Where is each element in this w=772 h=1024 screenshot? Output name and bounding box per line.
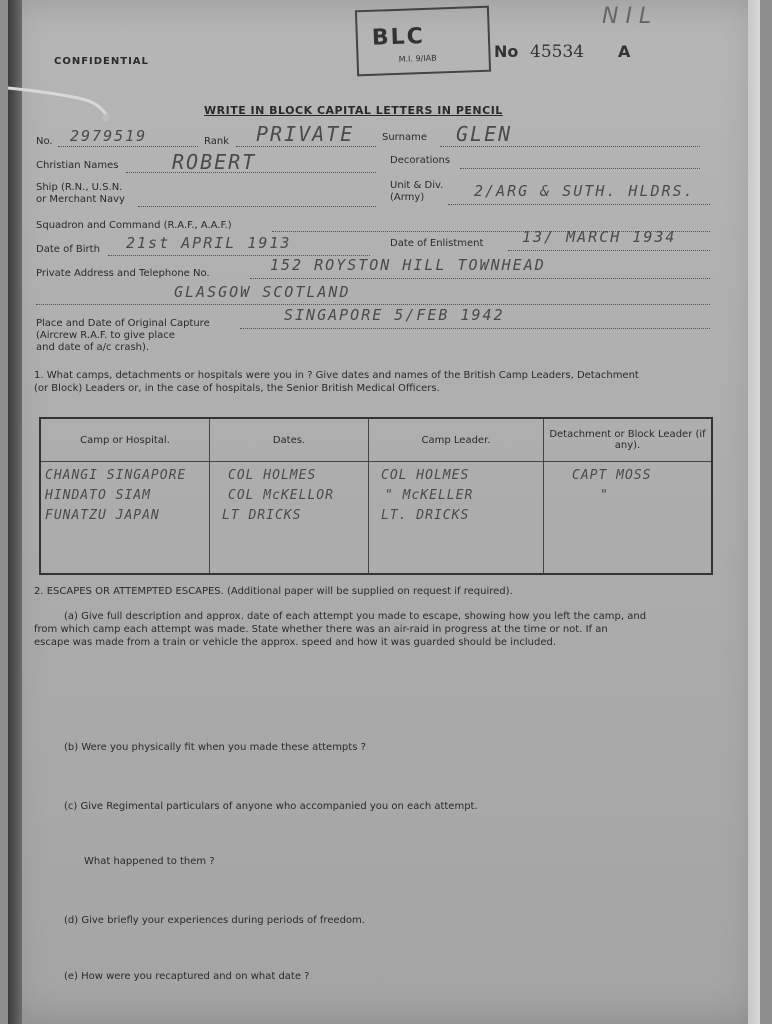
form-page [8, 0, 760, 1024]
table-cell: FUNATZU JAPAN [45, 508, 160, 523]
christian-value: ROBERT [172, 150, 257, 174]
question-1-text-1: 1. What camps, detachments or hospitals were you in ? Give dates and names of the British Camp Leaders, Detachment [34, 370, 639, 381]
camp-leader-column [369, 462, 544, 575]
reference-letter: A [618, 42, 631, 61]
detachment-leader-column [544, 462, 713, 575]
table-cell: LT. DRICKS [381, 508, 470, 523]
question-1-text-2: (or Block) Leaders or, in the case of hospitals, the Senior British Medical Officers. [34, 383, 440, 394]
table-cell: CHANGI SINGAPORE [45, 468, 187, 483]
capture-value: SINGAPORE 5/FEB 1942 [284, 306, 505, 324]
decorations-label: Decorations [390, 155, 451, 166]
address-rule-2 [36, 304, 710, 305]
address-value-2: GLASGOW SCOTLAND [174, 283, 351, 301]
corner-annotation: N I L [602, 4, 652, 29]
no-label: No. [36, 136, 53, 147]
surname-rule [440, 146, 700, 147]
table-cell: LT DRICKS [222, 508, 302, 523]
capture-label-2: (Aircrew R.A.F. to give place [36, 330, 175, 341]
unit-label-2: (Army) [390, 192, 425, 203]
binding-edge [8, 0, 22, 1024]
capture-rule [240, 328, 710, 329]
camps-table [39, 417, 713, 575]
address-value-1: 152 ROYSTON HILL TOWNHEAD [270, 256, 546, 274]
unit-rule [448, 204, 710, 205]
table-cell: HINDATO SIAM [45, 488, 151, 503]
table-cell: " McKELLER [385, 488, 474, 503]
column-header-camp: Camp or Hospital. [40, 418, 210, 462]
rank-rule [236, 146, 376, 147]
no-value: 2979519 [70, 127, 148, 145]
enlist-label: Date of Enlistment [390, 238, 484, 249]
table-cell: COL McKELLOR [228, 488, 334, 503]
question-2a-text-2: from which camp each attempt was made. State whether there was an air-raid in progress at the time or not. If an [34, 624, 608, 635]
reference-number: 45534 [530, 42, 585, 62]
address-label: Private Address and Telephone No. [36, 268, 210, 279]
ship-label-1: Ship (R.N., U.S.N. [36, 182, 123, 193]
question-2b-text: (b) Were you physically fit when you made these attempts ? [64, 742, 366, 753]
column-header-detachment-leader: Detachment or Block Leader (if any). [544, 418, 713, 462]
christian-label: Christian Names [36, 160, 119, 171]
ship-rule [138, 206, 376, 207]
unit-label-1: Unit & Div. [390, 180, 444, 191]
table-cell: COL HOLMES [228, 468, 317, 483]
dob-value: 21st APRIL 1913 [126, 234, 292, 252]
rank-value: PRIVATE [256, 122, 355, 146]
camp-column [40, 462, 210, 575]
ship-label-2: or Merchant Navy [36, 194, 125, 205]
question-2-heading: 2. ESCAPES OR ATTEMPTED ESCAPES. (Additional paper will be supplied on request if required). [34, 586, 513, 597]
column-header-dates: Dates. [210, 418, 369, 462]
address-rule-1 [250, 278, 710, 279]
rank-label: Rank [204, 136, 229, 147]
number-label: No [494, 42, 519, 61]
question-2a-text-1: (a) Give full description and approx. date of each attempt you made to escape, showing how you left the camp, and [64, 611, 647, 622]
capture-label-1: Place and Date of Original Capture [36, 318, 210, 329]
column-header-camp-leader: Camp Leader. [369, 418, 544, 462]
table-cell: " [600, 488, 609, 503]
classification-label: CONFIDENTIAL [54, 56, 149, 67]
squadron-label: Squadron and Command (R.A.F., A.A.F.) [36, 220, 232, 231]
page-edge [748, 0, 760, 1024]
question-2d-text: (d) Give briefly your experiences during periods of freedom. [64, 915, 365, 926]
enlist-rule [508, 250, 710, 251]
enlist-value: 13/ MARCH 1934 [522, 228, 677, 246]
question-2c-text: (c) Give Regimental particulars of anyone who accompanied you on each attempt. [64, 801, 478, 812]
decorations-rule [460, 168, 700, 169]
registry-stamp [355, 6, 491, 77]
question-2c-followup: What happened to them ? [84, 856, 215, 867]
no-rule [58, 146, 198, 147]
stamp-small-text: M.I. 9/IAB [398, 53, 437, 64]
christian-rule [126, 172, 376, 173]
table-cell: CAPT MOSS [572, 468, 652, 483]
table-cell: COL HOLMES [381, 468, 470, 483]
question-2e-text: (e) How were you recaptured and on what date ? [64, 971, 310, 982]
tag-string-icon [8, 84, 118, 124]
table-body-row [40, 462, 712, 575]
surname-label: Surname [382, 132, 427, 143]
dob-label: Date of Birth [36, 244, 100, 255]
question-2a-text-3: escape was made from a train or vehicle the approx. speed and how it was guarded should be included. [34, 637, 557, 648]
surname-value: GLEN [456, 122, 513, 146]
stamp-text: BLC [371, 23, 426, 51]
form-instruction: WRITE IN BLOCK CAPITAL LETTERS IN PENCIL [204, 104, 503, 117]
unit-value: 2/ARG & SUTH. HLDRS. [474, 182, 695, 200]
dates-column [210, 462, 369, 575]
capture-label-3: and date of a/c crash). [36, 342, 150, 353]
